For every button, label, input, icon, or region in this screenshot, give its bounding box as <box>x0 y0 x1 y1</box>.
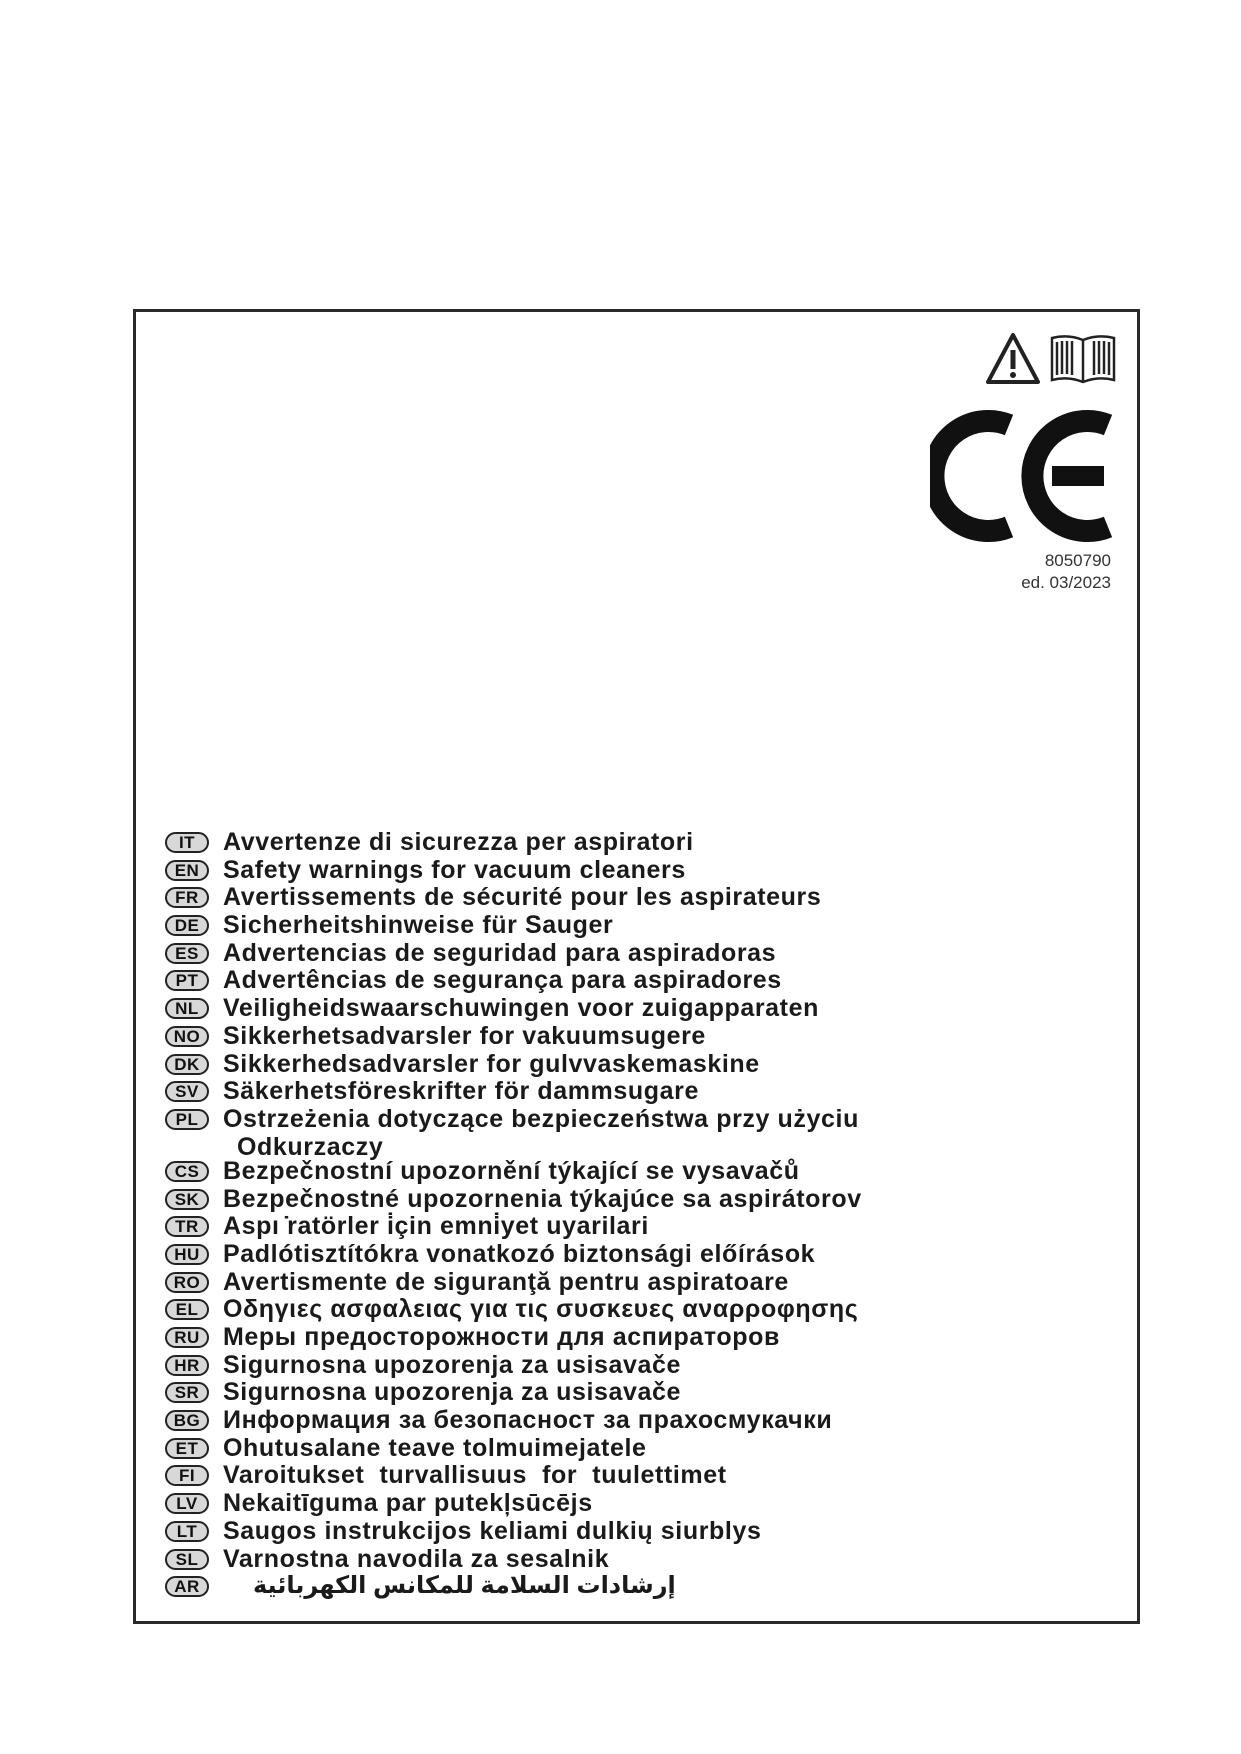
lang-row-pl <box>165 1104 1045 1161</box>
lang-badge: PL <box>165 1109 209 1130</box>
lang-badge: SR <box>165 1382 209 1403</box>
lang-badge: DE <box>165 915 209 936</box>
lang-badge: CS <box>165 1161 209 1182</box>
lang-badge: TR <box>165 1216 209 1237</box>
warning-triangle-icon <box>988 335 1038 382</box>
lang-row-hr <box>165 1351 1045 1379</box>
lang-badge: AR <box>165 1576 209 1597</box>
lang-row-ar <box>165 1572 1045 1600</box>
lang-row-el <box>165 1295 1045 1323</box>
lang-title: Sikkerhedsadvarsler for gulvvaskemaskine <box>223 1049 760 1078</box>
lang-row-fi <box>165 1461 1045 1489</box>
lang-badge: HR <box>165 1355 209 1376</box>
lang-title: Avvertenze di sicurezza per aspiratori <box>223 828 694 856</box>
lang-row-ro <box>165 1268 1045 1296</box>
lang-row-cs <box>165 1157 1045 1185</box>
lang-title: Varnostna navodila za sesalnik <box>223 1544 610 1573</box>
lang-row-bg <box>165 1406 1045 1434</box>
lang-title: Bezpečnostné upozornenia týkajúce sa aspirátorov <box>223 1184 862 1213</box>
language-list <box>165 828 1045 1600</box>
lang-badge: FR <box>165 887 209 908</box>
lang-badge: EL <box>165 1299 209 1320</box>
lang-badge: LV <box>165 1493 209 1514</box>
lang-badge: RU <box>165 1327 209 1348</box>
lang-row-de <box>165 911 1045 939</box>
lang-row-fr <box>165 883 1045 911</box>
lang-title: Sigurnosna upozorenja za usisavače <box>223 1378 682 1407</box>
lang-row-lt <box>165 1517 1045 1545</box>
safety-icons <box>982 330 1116 388</box>
lang-row-no <box>165 1022 1045 1050</box>
lang-title: Advertencias de seguridad para aspiradoras <box>223 938 777 967</box>
lang-row-sr <box>165 1378 1045 1406</box>
lang-title-line2: Odkurzaczy <box>237 1132 384 1161</box>
lang-row-nl <box>165 994 1045 1022</box>
lang-title: Οδηγιες ασφαλειας για τις συσκευες αναρροφησης <box>223 1295 859 1324</box>
lang-title: Sigurnosna upozorenja za usisavače <box>223 1350 682 1379</box>
lang-badge: ET <box>165 1438 209 1459</box>
lang-row-en <box>165 856 1045 884</box>
lang-badge: FI <box>165 1465 209 1486</box>
lang-badge: HU <box>165 1244 209 1265</box>
lang-row-ru <box>165 1323 1045 1351</box>
lang-badge: EN <box>165 860 209 881</box>
lang-badge: IT <box>165 832 209 853</box>
lang-title: Safety warnings for vacuum cleaners <box>223 855 686 884</box>
lang-title: Advertências de segurança para aspiradores <box>223 966 782 995</box>
lang-badge: SV <box>165 1081 209 1102</box>
lang-row-sk <box>165 1185 1045 1213</box>
lang-title-line1: Ostrzeżenia dotyczące bezpieczeństwa przy użyciu <box>223 1104 859 1133</box>
lang-title: Nekaitīguma par putekļsūcējs <box>223 1489 593 1518</box>
ce-mark-icon <box>930 407 1120 545</box>
lang-row-et <box>165 1434 1045 1462</box>
lang-row-pt <box>165 966 1045 994</box>
lang-row-es <box>165 939 1045 967</box>
lang-title: Меры предосторожности для аспираторов <box>223 1323 780 1351</box>
lang-badge: LT <box>165 1521 209 1542</box>
lang-row-sl <box>165 1545 1045 1573</box>
lang-title: Saugos instrukcijos keliami dulkių siurblys <box>223 1516 762 1545</box>
lang-badge: NO <box>165 1026 209 1047</box>
lang-badge: NL <box>165 998 209 1019</box>
lang-row-it <box>165 828 1045 856</box>
read-manual-book-icon <box>1052 336 1114 382</box>
lang-title: Sicherheitshinweise für Sauger <box>223 911 614 940</box>
lang-row-sv <box>165 1077 1045 1105</box>
lang-title: Avertismente de siguranţă pentru aspiratoare <box>223 1267 789 1296</box>
lang-row-hu <box>165 1240 1045 1268</box>
lang-badge: PT <box>165 970 209 991</box>
lang-badge: ES <box>165 943 209 964</box>
lang-title: Bezpečnostní upozornění týkající se vysavačů <box>223 1156 800 1185</box>
lang-badge: DK <box>165 1054 209 1075</box>
lang-title: Veiligheidswaarschuwingen voor zuigapparaten <box>223 994 819 1023</box>
lang-row-dk <box>165 1050 1045 1078</box>
lang-row-lv <box>165 1489 1045 1517</box>
lang-title: Säkerhetsföreskrifter för dammsugare <box>223 1077 699 1106</box>
lang-title: Varoitukset turvallisuus for tuulettimet <box>223 1461 727 1490</box>
lang-title: Avertissements de sécurité pour les aspirateurs <box>223 883 822 912</box>
lang-title: Информация за безопасност за прахосмукачки <box>223 1406 833 1435</box>
lang-title: إرشادات السلامة للمكانس الكهربائية <box>253 1572 676 1600</box>
lang-badge: SK <box>165 1189 209 1210</box>
lang-badge: RO <box>165 1272 209 1293</box>
lang-badge: BG <box>165 1410 209 1431</box>
lang-title: Sikkerhetsadvarsler for vakuumsugere <box>223 1021 706 1050</box>
lang-title: Aspı ̇ratörler i̇çin emni̇yet uyarilari <box>223 1212 649 1241</box>
lang-title: Ohutusalane teave tolmuimejatele <box>223 1433 647 1462</box>
edition-date: ed. 03/2023 <box>1021 573 1111 592</box>
lang-title: Padlótisztítókra vonatkozó biztonsági előírások <box>223 1239 816 1268</box>
lang-badge: SL <box>165 1549 209 1570</box>
lang-title <box>223 1105 859 1161</box>
lang-row-tr <box>165 1212 1045 1240</box>
product-code: 8050790 <box>1044 551 1111 570</box>
